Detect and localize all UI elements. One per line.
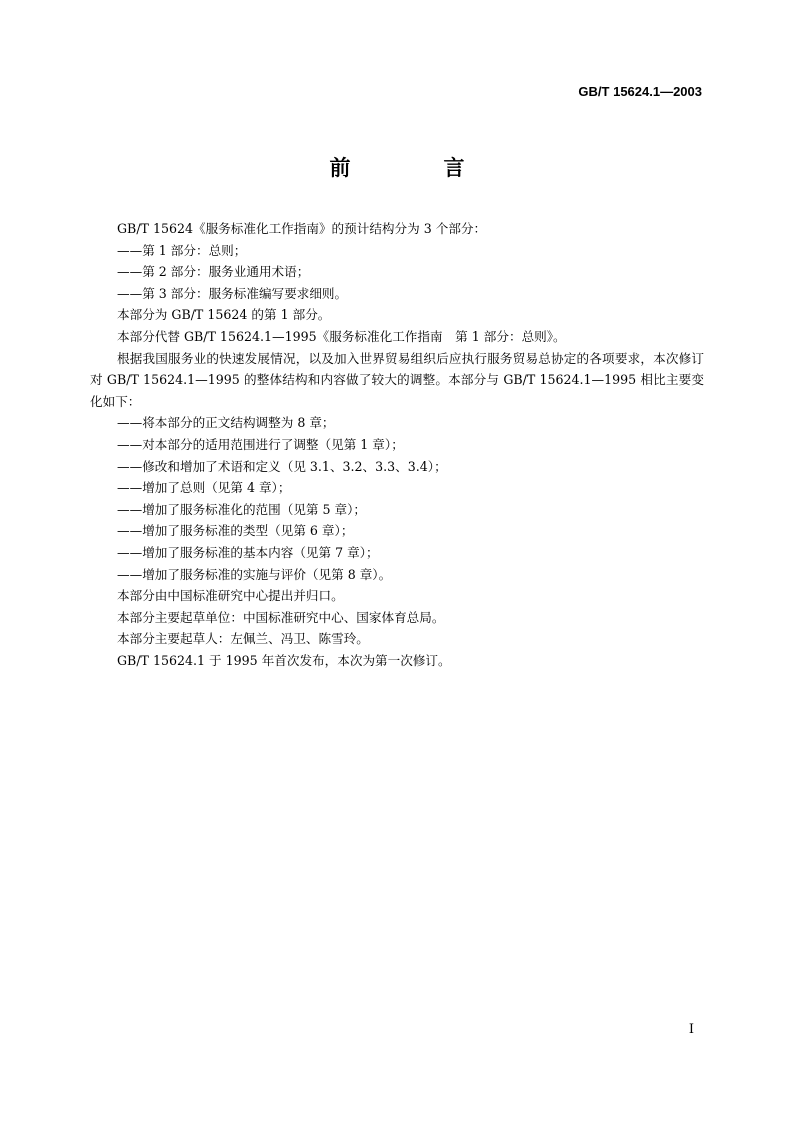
list-item-change-1: ——将本部分的正文结构调整为 8 章； xyxy=(117,415,335,431)
paragraph-history: GB/T 15624.1 于 1995 年首次发布，本次为第一次修订。 xyxy=(117,652,451,668)
paragraph-this-part: 本部分为 GB/T 15624 的第 1 部分。 xyxy=(117,307,331,323)
page-title: 前 言 xyxy=(329,156,501,180)
list-item-change-5: ——增加了服务标准化的范围（见第 5 章）； xyxy=(117,501,367,517)
list-item-change-6: ——增加了服务标准的类型（见第 6 章）； xyxy=(117,523,354,539)
paragraph-replaces: 本部分代替 GB/T 15624.1—1995《服务标准化工作指南 第 1 部分：总则》。 xyxy=(117,328,566,344)
paragraph-structure-intro: GB/T 15624《服务标准化工作指南》的预计结构分为 3 个部分： xyxy=(117,221,487,236)
list-item-change-4: ——增加了总则（见第 4 章）； xyxy=(117,480,291,496)
paragraph-drafters: 本部分主要起草人：左佩兰、冯卫、陈雪玲。 xyxy=(117,631,369,647)
list-item-change-7: ——增加了服务标准的基本内容（见第 7 章）； xyxy=(117,544,379,560)
list-item-change-8: ——增加了服务标准的实施与评价（见第 8 章）。 xyxy=(117,566,392,582)
page-number: I xyxy=(688,1022,694,1037)
paragraph-drafting-units: 本部分主要起草单位：中国标准研究中心、国家体育总局。 xyxy=(117,609,445,625)
document-body xyxy=(90,218,704,671)
list-item-part-3: ——第 3 部分：服务标准编写要求细则。 xyxy=(117,285,348,301)
list-item-change-2: ——对本部分的适用范围进行了调整（见第 1 章）； xyxy=(117,436,404,452)
paragraph-revision-reason: 根据我国服务业的快速发展情况，以及加入世界贸易组织后应执行服务贸易总协定的各项要求，本次修订对 GB/T 15624.1—1995 的整体结构和内容做了较大的调整。本部分与 GB/T 15624.1—1995 相比主要变化如下： xyxy=(90,350,704,409)
list-item-change-3: ——修改和增加了术语和定义（见 3.1、3.2、3.3、3.4）； xyxy=(117,458,447,474)
list-item-part-1: ——第 1 部分：总则； xyxy=(117,242,247,258)
list-item-part-2: ——第 2 部分：服务业通用术语； xyxy=(117,264,310,280)
paragraph-proposer: 本部分由中国标准研究中心提出并归口。 xyxy=(117,588,344,604)
standard-code-header: GB/T 15624.1—2003 xyxy=(578,84,702,99)
